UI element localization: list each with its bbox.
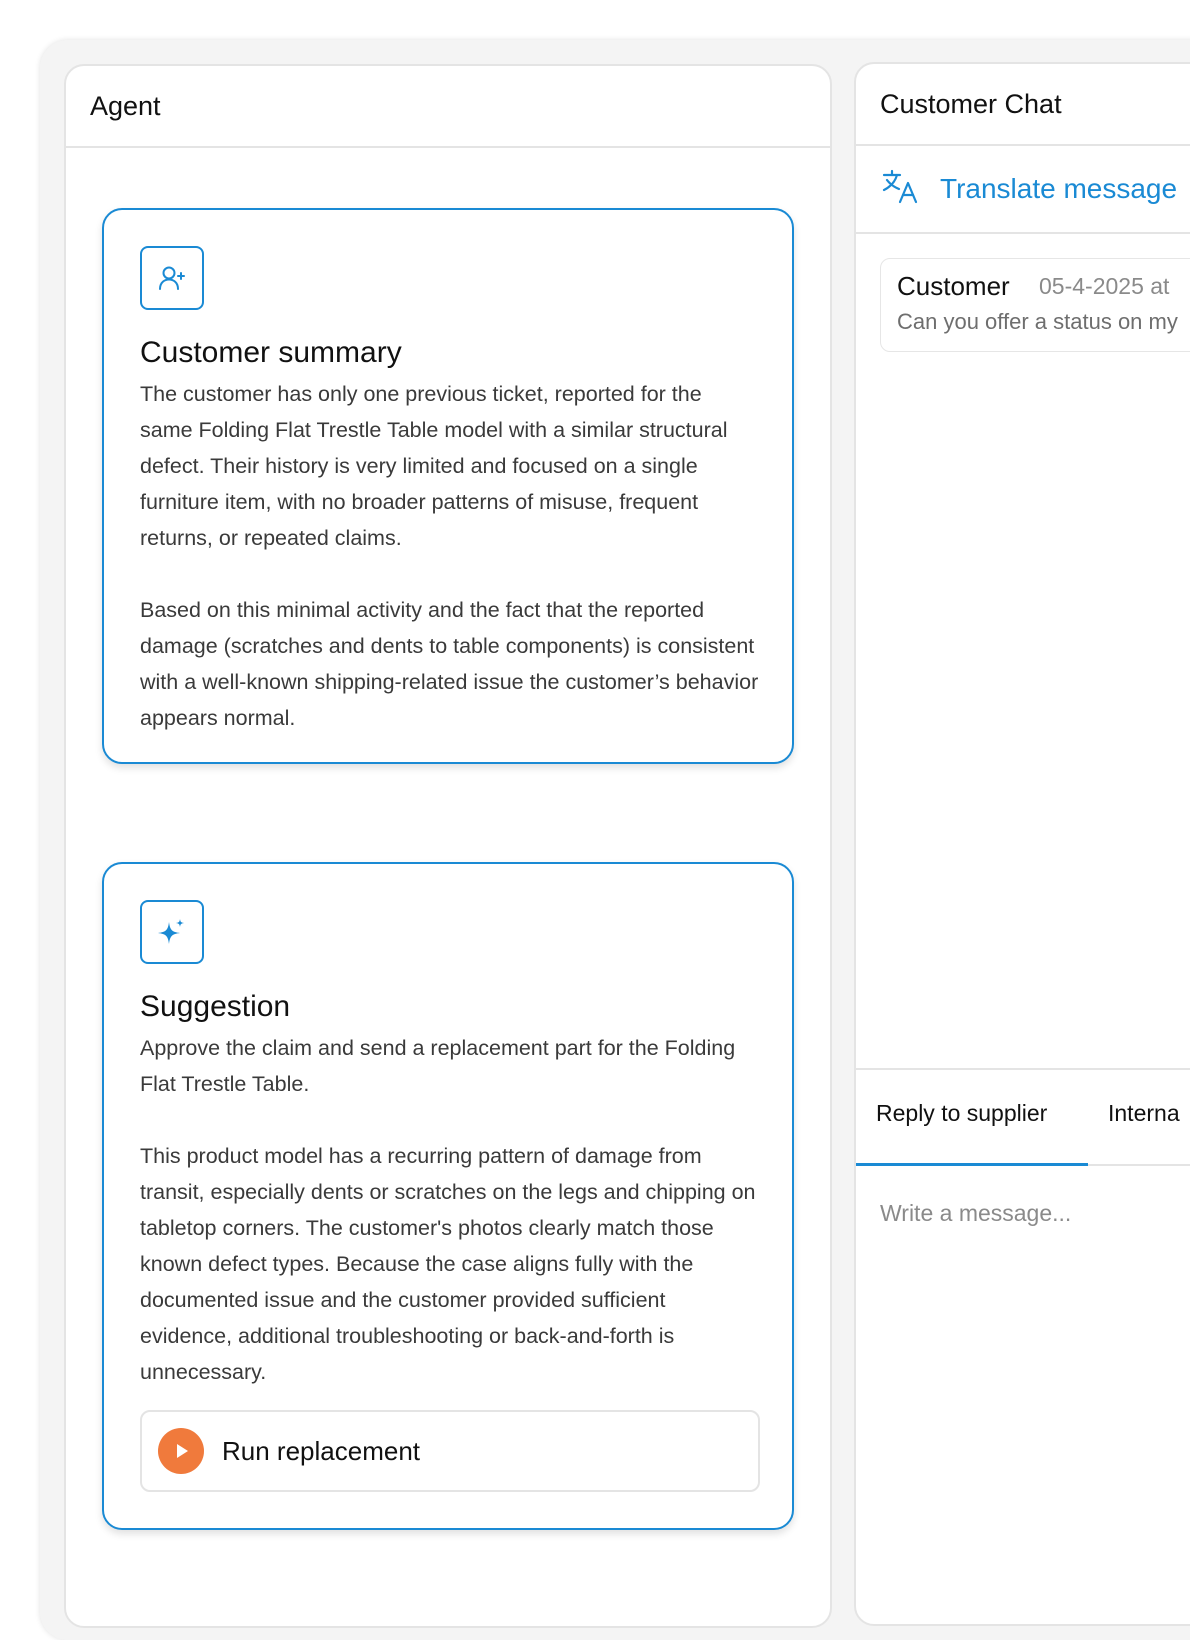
chat-panel-title: Customer Chat xyxy=(856,64,1190,146)
agent-panel xyxy=(64,64,832,1628)
customer-summary-title: Customer summary xyxy=(140,336,402,369)
summary-paragraph: Based on this minimal activity and the fact that the reported damage (scratches and dents to table components) is consistent with a well-known shipping-related issue the customer’s behavior appears normal. xyxy=(140,598,759,730)
customer-chat-panel xyxy=(854,62,1190,1626)
sparkle-icon xyxy=(140,900,204,964)
message-text: Can you offer a status on my xyxy=(897,309,1178,334)
tab-internal[interactable]: Interna xyxy=(1108,1100,1180,1126)
message-sender: Customer xyxy=(897,271,1010,301)
suggestion-title: Suggestion xyxy=(140,990,291,1023)
active-tab-indicator xyxy=(856,1163,1088,1166)
run-replacement-label: Run replacement xyxy=(222,1435,420,1466)
translate-message-label: Translate message xyxy=(940,173,1178,204)
suggestion-text xyxy=(140,1030,760,1390)
suggestion-paragraph: This product model has a recurring pattern of damage from transit, especially dents or scratches on the legs and chipping on tabletop corners. The customer's photos clearly match those known defect types. Because the case aligns fully with the documented issue and the customer provided sufficient evidence, additional troubleshooting or back-and-forth is unnecessary. xyxy=(140,1144,756,1384)
suggestion-paragraph: Approve the claim and send a replacement part for the Folding Flat Trestle Table. xyxy=(140,1036,736,1096)
tab-reply-to-supplier[interactable]: Reply to supplier xyxy=(876,1100,1048,1126)
translate-message-button[interactable] xyxy=(856,146,1190,234)
message-timestamp: 05-4-2025 at xyxy=(1039,273,1170,299)
user-plus-icon xyxy=(140,246,204,310)
reply-tabs xyxy=(856,1070,1190,1166)
translate-icon xyxy=(882,169,920,210)
message-input[interactable] xyxy=(880,1200,1190,1227)
run-replacement-button[interactable] xyxy=(140,1410,760,1492)
suggestion-card xyxy=(102,862,794,1530)
customer-summary-text xyxy=(140,376,760,736)
agent-panel-title: Agent xyxy=(66,66,830,148)
reply-area xyxy=(856,1068,1190,1626)
customer-summary-card xyxy=(102,208,794,764)
play-icon xyxy=(158,1428,204,1474)
summary-paragraph: The customer has only one previous ticket, reported for the same Folding Flat Trestle Table model with a similar structural defect. Their history is very limited and focused on a single furniture item, with no broader patterns of misuse, frequent returns, or repeated claims. xyxy=(140,382,728,550)
chat-message xyxy=(880,258,1190,352)
